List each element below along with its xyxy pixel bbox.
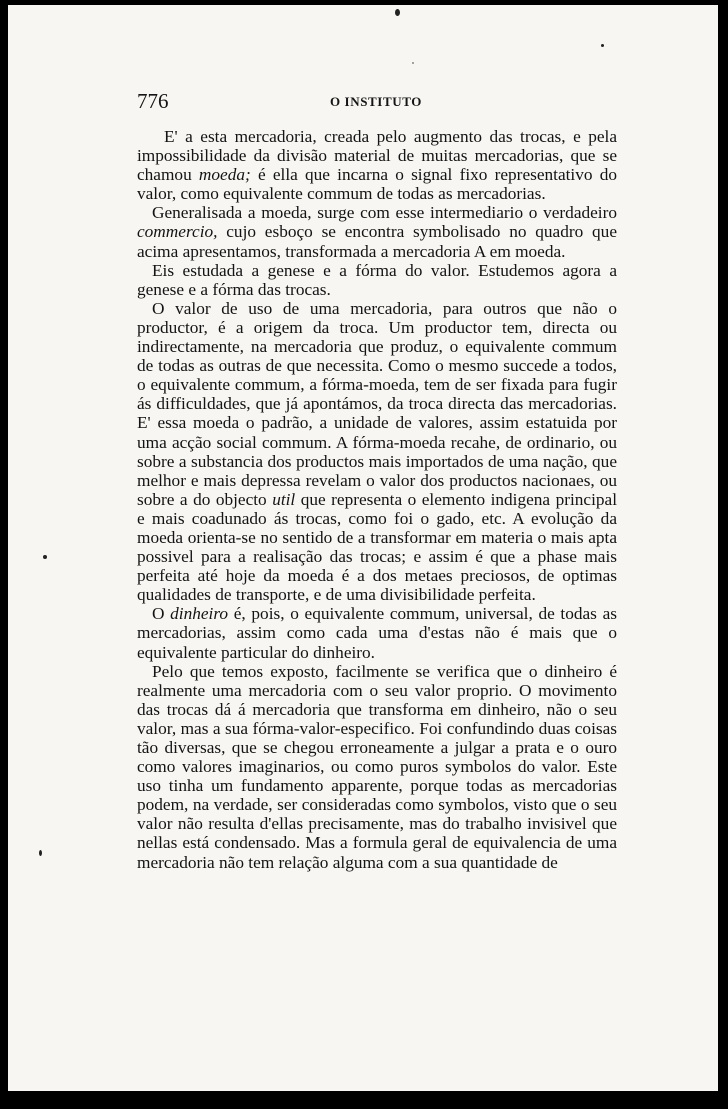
scan-speck (39, 850, 42, 856)
page-header (137, 89, 627, 115)
paragraph: E' a esta mercadoria, creada pelo augmento das trocas, e pela impossibilidade da divisão material de muitas mercadorias, que se chamou moeda; é ella que incarna o signal fixo representativo do valor, como equivalente commum de todas as mercadorias. (137, 127, 617, 204)
paragraph: Eis estudada a genese e a fórma do valor. Estudemos agora a genese e a fórma das trocas. (137, 260, 617, 299)
scan-speck (601, 44, 604, 47)
paragraph: Pelo que temos exposto, facilmente se verifica que o dinheiro é realmente uma mercadoria com o seu valor proprio. O movimento das trocas dá á mercadoria que transforma em dinheiro, não o seu valor, mas a sua fórma-valor-especifico. Foi confundindo duas coisas tão diversas, que se chegou erroneamente a julgar a prata e o ouro como valores imaginarios, ou como puros symbolos do valor. Este uso tinha um fundamento apparente, porque todas as mercadorias podem, na verdade, ser consideradas como symbolos, visto que o seu valor não resulta d'ellas precisamente, mas do trabalho invisivel que nellas está condensado. Mas a formula geral de equivalencia de uma mercadoria não tem relação alguma com a sua quantidade de (137, 661, 617, 872)
body-text (137, 127, 617, 872)
page-number: 776 (137, 89, 169, 113)
paragraph: O valor de uso de uma mercadoria, para outros que não o productor, é a origem da troca. Um productor tem, directa ou indirectamente, na mercadoria que produz, o equivalente commum de todas as outras de que necessita. Como o mesmo succede a todos, o equivalente commum, a fórma-moeda, tem de ser fixada para fugir ás difficuldades, que já apontámos, da troca directa das mercadorias. E' essa moeda o padrão, a unidade de valores, assim estatuida por uma acção social commum. A fórma-moeda recahe, de ordinario, ou sobre a substancia dos productos mais importados de uma nação, que melhor e mais depressa revelam o valor dos productos nacionaes, ou sobre a do objecto util que representa o elemento indigena principal e mais coadunado ás trocas, como foi o gado, etc. A evolução da moeda orienta-se no sentido de a transformar em materia o mais apta possivel para a realisação das trocas; e assim é que a phase mais perfeita até hoje da moeda é a dos metaes preciosos, de optimas qualidades de transporte, e de uma divisibilidade perfeita. (137, 298, 617, 605)
scan-speck (395, 9, 400, 16)
scan-speck (43, 555, 47, 559)
scan-speck (412, 62, 414, 64)
running-title: O INSTITUTO (330, 94, 422, 109)
paragraph: O dinheiro é, pois, o equivalente commum, universal, de todas as mercadorias, assim como cada uma d'estas não é mais que o equivalente particular do dinheiro. (137, 604, 617, 662)
paragraph: Generalisada a moeda, surge com esse intermediario o verdadeiro commercio, cujo esboço se encontra symbolisado no quadro que acima apresentamos, transformada a mercadoria A em moeda. (137, 203, 617, 261)
